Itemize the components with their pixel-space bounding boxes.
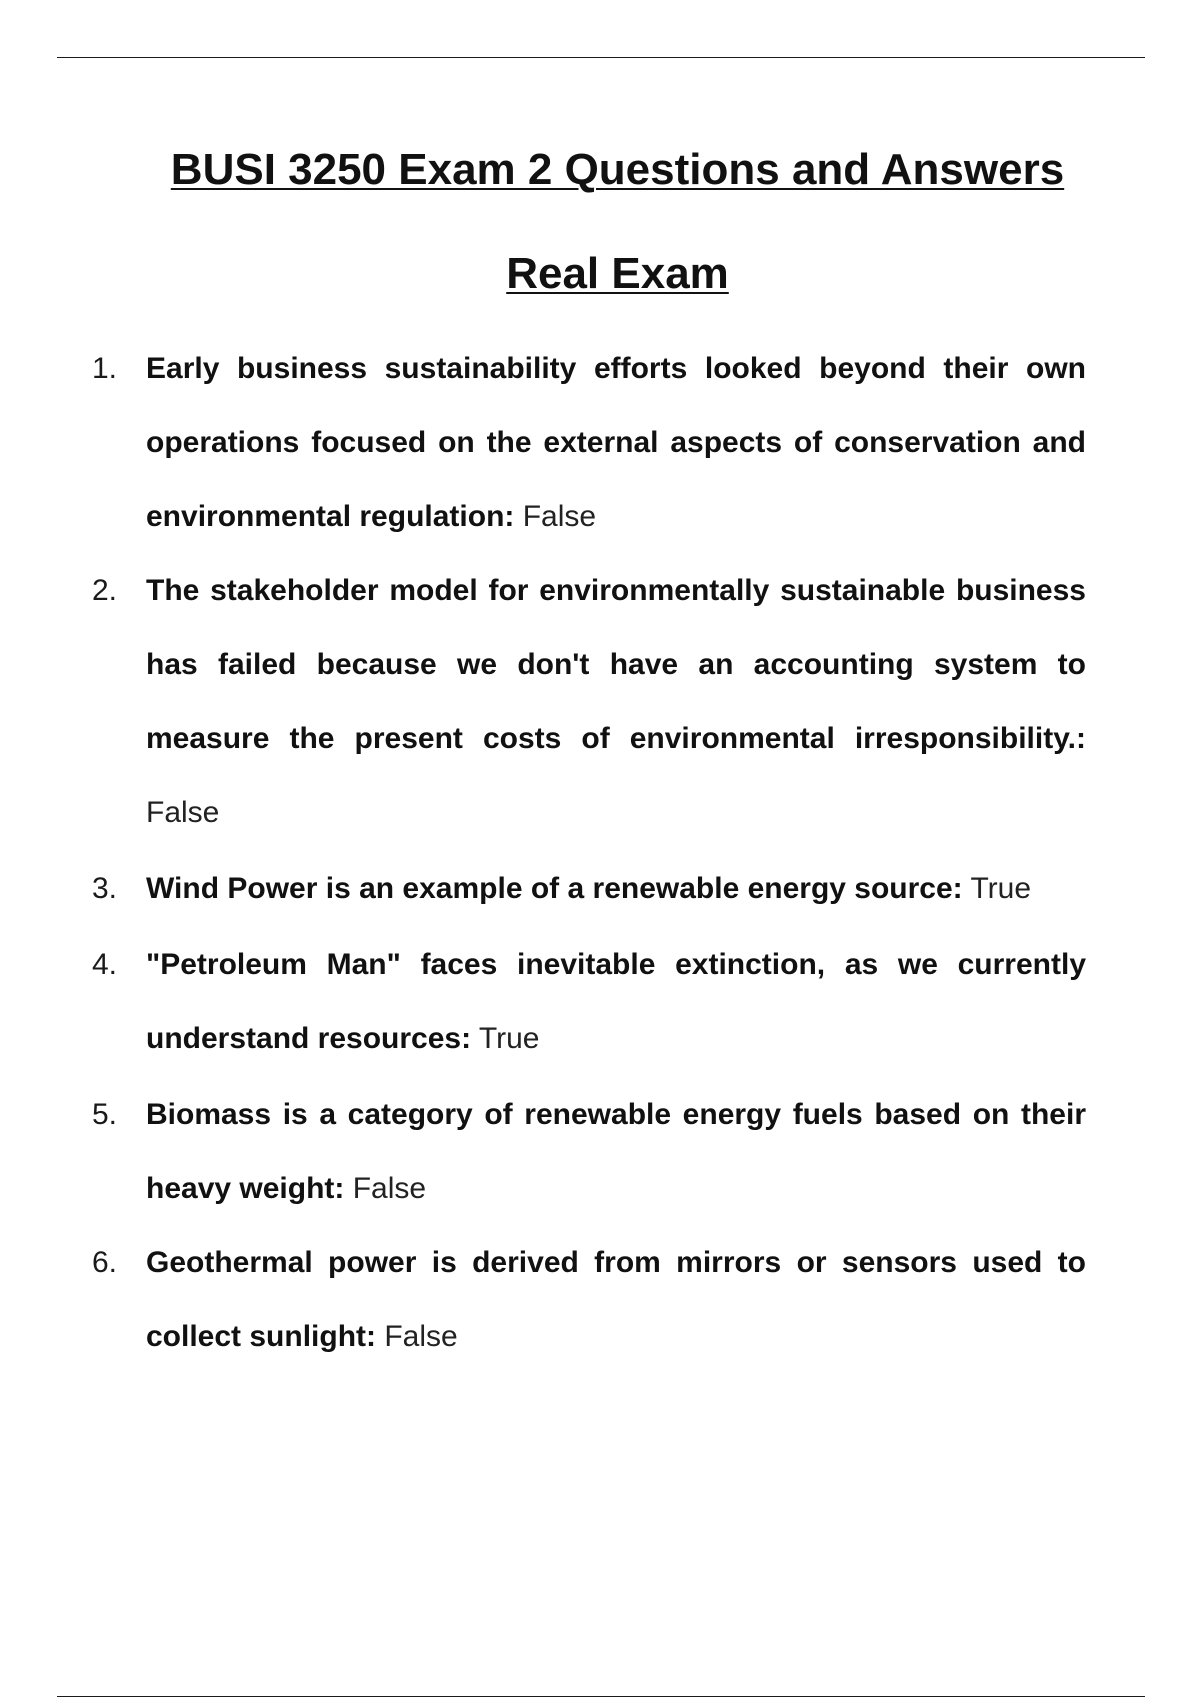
- question-text: The stakeholder model for environmentally sustainable business has failed because we don't have an accounting system to measure the present costs of environmental irresponsibility.:: [146, 574, 1086, 755]
- question-body: [146, 554, 1086, 850]
- question-number: 4.: [92, 948, 118, 981]
- question-number: 3.: [92, 872, 118, 905]
- answer-text: False: [352, 1172, 427, 1205]
- question-number: 6.: [92, 1246, 118, 1279]
- question-body: [146, 928, 1086, 1076]
- question-body: [146, 332, 1086, 554]
- answer-text: True: [970, 872, 1032, 905]
- question-text: Early business sustainability efforts looked beyond their own operations focused on the external aspects of conservation and environmental regulation:: [146, 352, 1086, 533]
- question-text: "Petroleum Man" faces inevitable extinction, as we currently understand resources:: [146, 948, 1086, 1055]
- question-text: Geothermal power is derived from mirrors or sensors used to collect sunlight:: [146, 1246, 1086, 1353]
- answer-text: False: [522, 500, 597, 533]
- question-text: Biomass is a category of renewable energy fuels based on their heavy weight:: [146, 1098, 1086, 1205]
- document-title-text: BUSI 3250 Exam 2 Questions and Answers: [170, 145, 1065, 194]
- answer-text: False: [146, 796, 220, 829]
- question-number: 1.: [92, 352, 118, 385]
- question-body: [146, 1078, 1086, 1226]
- question-number: 2.: [92, 574, 118, 607]
- answer-text: False: [384, 1320, 458, 1353]
- answer-text: True: [478, 1022, 540, 1055]
- question-number: 5.: [92, 1098, 118, 1131]
- bottom-rule: [57, 1696, 1145, 1697]
- question-body: [146, 1226, 1086, 1374]
- question-body: [146, 852, 1086, 926]
- document-subtitle-text: Real Exam: [506, 249, 729, 298]
- question-text: Wind Power is an example of a renewable energy source:: [146, 872, 963, 905]
